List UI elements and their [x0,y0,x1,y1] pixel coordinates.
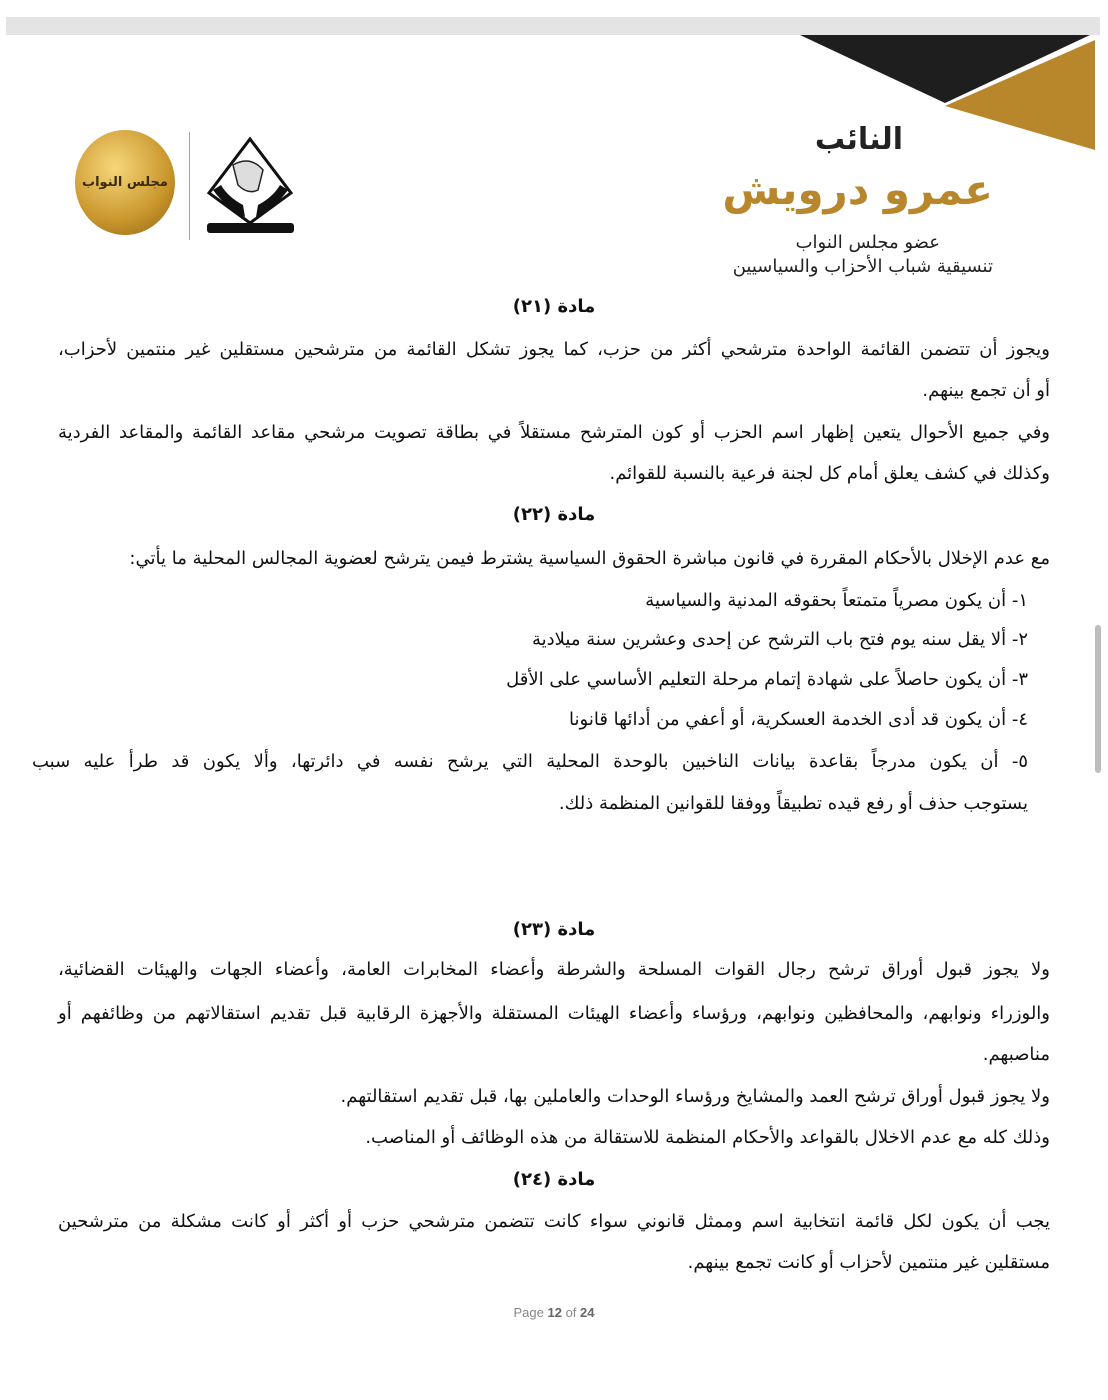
article-23-heading: مادة (٢٣) [512,919,596,940]
article-21-line: أو أن تجمع بينهم. [922,380,1050,401]
top-bar [6,17,1100,35]
current-page: 12 [547,1305,562,1320]
article-23-line: وذلك كله مع عدم الاخلال بالقواعد والأحكام المنظمة للاستقالة من هذه الوظائف أو المناصب. [365,1127,1050,1148]
article-21-line: وكذلك في كشف يعلق أمام كل لجنة فرعية بالنسبة للقوائم. [609,463,1050,484]
article-22-item: ١- أن يكون مصرياً متمتعاً بحقوقه المدنية والسياسية [645,590,1028,611]
article-21-heading: مادة (٢١) [512,296,596,317]
total-pages: 24 [580,1305,595,1320]
article-22-item: ٥- أن يكون مدرجاً بقاعدة بيانات الناخبين بالوحدة المحلية التي يرشح نفسه في دائرتها، وألا يكون قد طرأ عليه سبب [32,751,1028,772]
page-number [0,1305,1108,1320]
article-22-intro: مع عدم الإخلال بالأحكام المقررة في قانون مباشرة الحقوق السياسية يشترط فيمن يترشح لعضوية المجالس المحلية ما يأتي: [129,548,1050,569]
article-24-line: مستقلين غير منتمين لأحزاب أو كانت تجمع بينهم. [687,1252,1050,1273]
article-23-line: والوزراء ونوابهم، والمحافظين ونوابهم، ورؤساء وأعضاء الهيئات المستقلة والأجهزة الرقابية قبل تقديم استقالاتهم من وظائفهم أو [58,1003,1050,1024]
parliament-logo-text: مجلس النواب [82,175,168,190]
article-24-line: يجب أن يكون لكل قائمة انتخابية اسم وممثل قانوني سواء كانت تتضمن مترشحي حزب أو أكثر أو كانت مشكلة من مترشحين [58,1211,1050,1232]
article-23-line: ولا يجوز قبول أوراق ترشح رجال القوات المسلحة والشرطة وأعضاء المخابرات العامة، وأعضاء الجهات والهيئات القضائية، [58,959,1050,980]
article-22-item: ٣- أن يكون حاصلاً على شهادة إتمام مرحلة التعليم الأساسي على الأقل [506,669,1028,690]
article-22-heading: مادة (٢٢) [512,504,596,525]
page-label: Page [513,1305,544,1320]
of-label: of [565,1305,577,1320]
header-name: عمرو درويش [722,165,993,214]
logo-divider [189,132,190,240]
article-21-line: وفي جميع الأحوال يتعين إظهار اسم الحزب أو كون المترشح مستقلاً في بطاقة تصويت مرشحي مقاعد القائمة والمقاعد الفردية [58,422,1050,443]
party-logo [203,135,298,235]
parliament-logo [75,130,175,235]
scrollbar[interactable] [1095,625,1101,773]
header-subtitle-1: عضو مجلس النواب [795,232,940,253]
article-22-item: يستوجب حذف أو رفع قيده تطبيقاً ووفقا للقوانين المنظمة ذلك. [558,793,1028,814]
article-23-line: ولا يجوز قبول أوراق ترشح العمد والمشايخ ورؤساء الوحدات والعاملين بها، قبل تقديم استقالتهم. [340,1086,1050,1107]
header-subtitle-2: تنسيقية شباب الأحزاب والسياسيين [732,256,993,277]
article-22-item: ٢- ألا يقل سنه يوم فتح باب الترشح عن إحدى وعشرين سنة ميلادية [532,629,1028,650]
article-24-heading: مادة (٢٤) [512,1169,596,1190]
article-21-line: ويجوز أن تتضمن القائمة الواحدة مترشحي أكثر من حزب، كما يجوز تشكل القائمة من مترشحين مستقلين غير منتمين لأحزاب، [58,339,1050,360]
article-23-line: مناصبهم. [982,1044,1050,1065]
article-22-item: ٤- أن يكون قد أدى الخدمة العسكرية، أو أعفي من أدائها قانونا [569,709,1028,730]
header-title: النائب [814,122,903,157]
